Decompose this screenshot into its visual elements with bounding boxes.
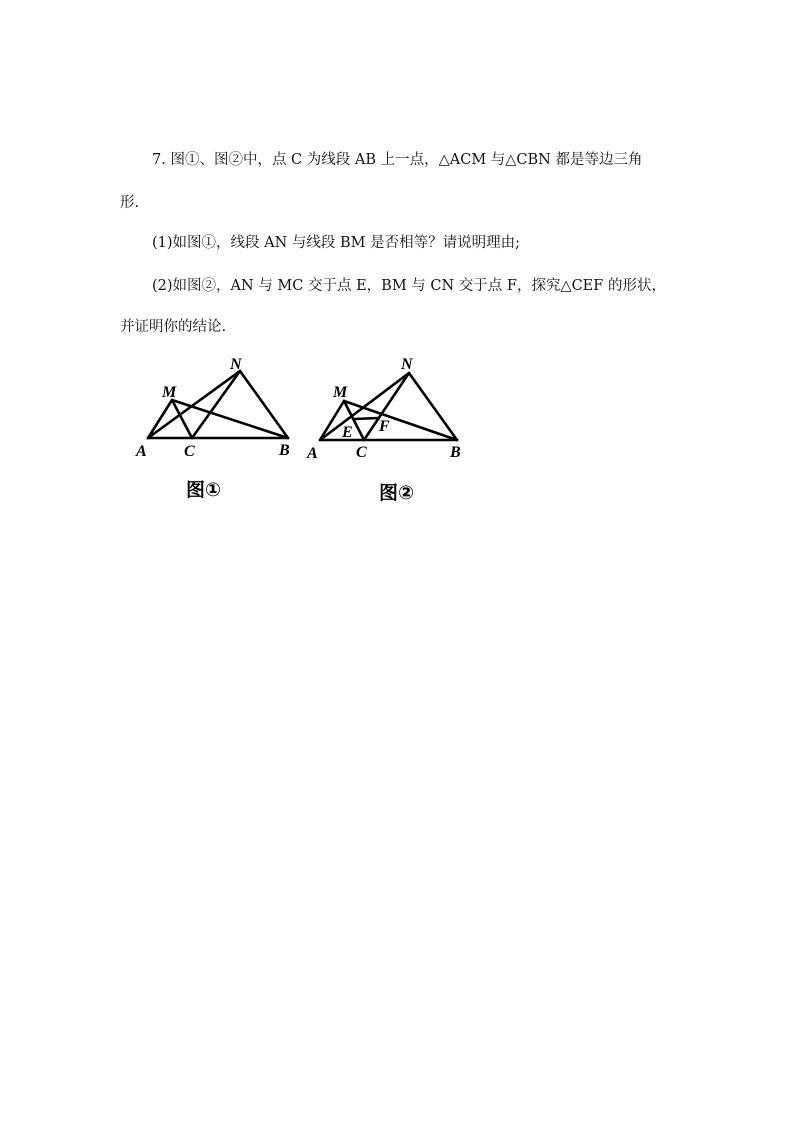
question-part-2-line-2: 并证明你的结论. bbox=[120, 319, 227, 335]
problem-statement-line-2: 形. bbox=[120, 195, 140, 211]
problem-statement-line-1: 7. 图①、图②中，点 C 为线段 AB 上一点，△ACM 与△CBN 都是等边三角 bbox=[152, 152, 643, 168]
label-B: B bbox=[279, 442, 290, 459]
question-part-1: (1)如图①，线段 AN 与线段 BM 是否相等？请说明理由; bbox=[152, 235, 521, 251]
segment-NB bbox=[409, 373, 457, 440]
figure-2-caption: 图② bbox=[379, 482, 415, 504]
label-N: N bbox=[230, 356, 242, 373]
figure-1 bbox=[135, 356, 290, 501]
label-N: N bbox=[401, 356, 413, 373]
label-M: M bbox=[162, 384, 177, 401]
label-A: A bbox=[136, 443, 147, 460]
segment-NB bbox=[240, 371, 288, 438]
label-A: A bbox=[307, 445, 318, 462]
figure-2 bbox=[306, 356, 461, 504]
segment-AN bbox=[148, 371, 240, 438]
label-M: M bbox=[333, 384, 348, 401]
label-C: C bbox=[356, 444, 367, 461]
segment-AM bbox=[148, 400, 172, 438]
label-B: B bbox=[450, 444, 461, 461]
label-F: F bbox=[379, 418, 390, 435]
question-part-2-line-1: (2)如图②，AN 与 MC 交于点 E，BM 与 CN 交于点 F，探究△CEF 的形状， bbox=[152, 278, 666, 294]
label-C: C bbox=[184, 443, 195, 460]
figure-1-caption: 图① bbox=[186, 479, 222, 501]
label-E: E bbox=[342, 424, 353, 441]
segment-EF bbox=[355, 418, 378, 419]
segment-AM bbox=[320, 401, 344, 440]
segment-CN bbox=[192, 371, 240, 438]
